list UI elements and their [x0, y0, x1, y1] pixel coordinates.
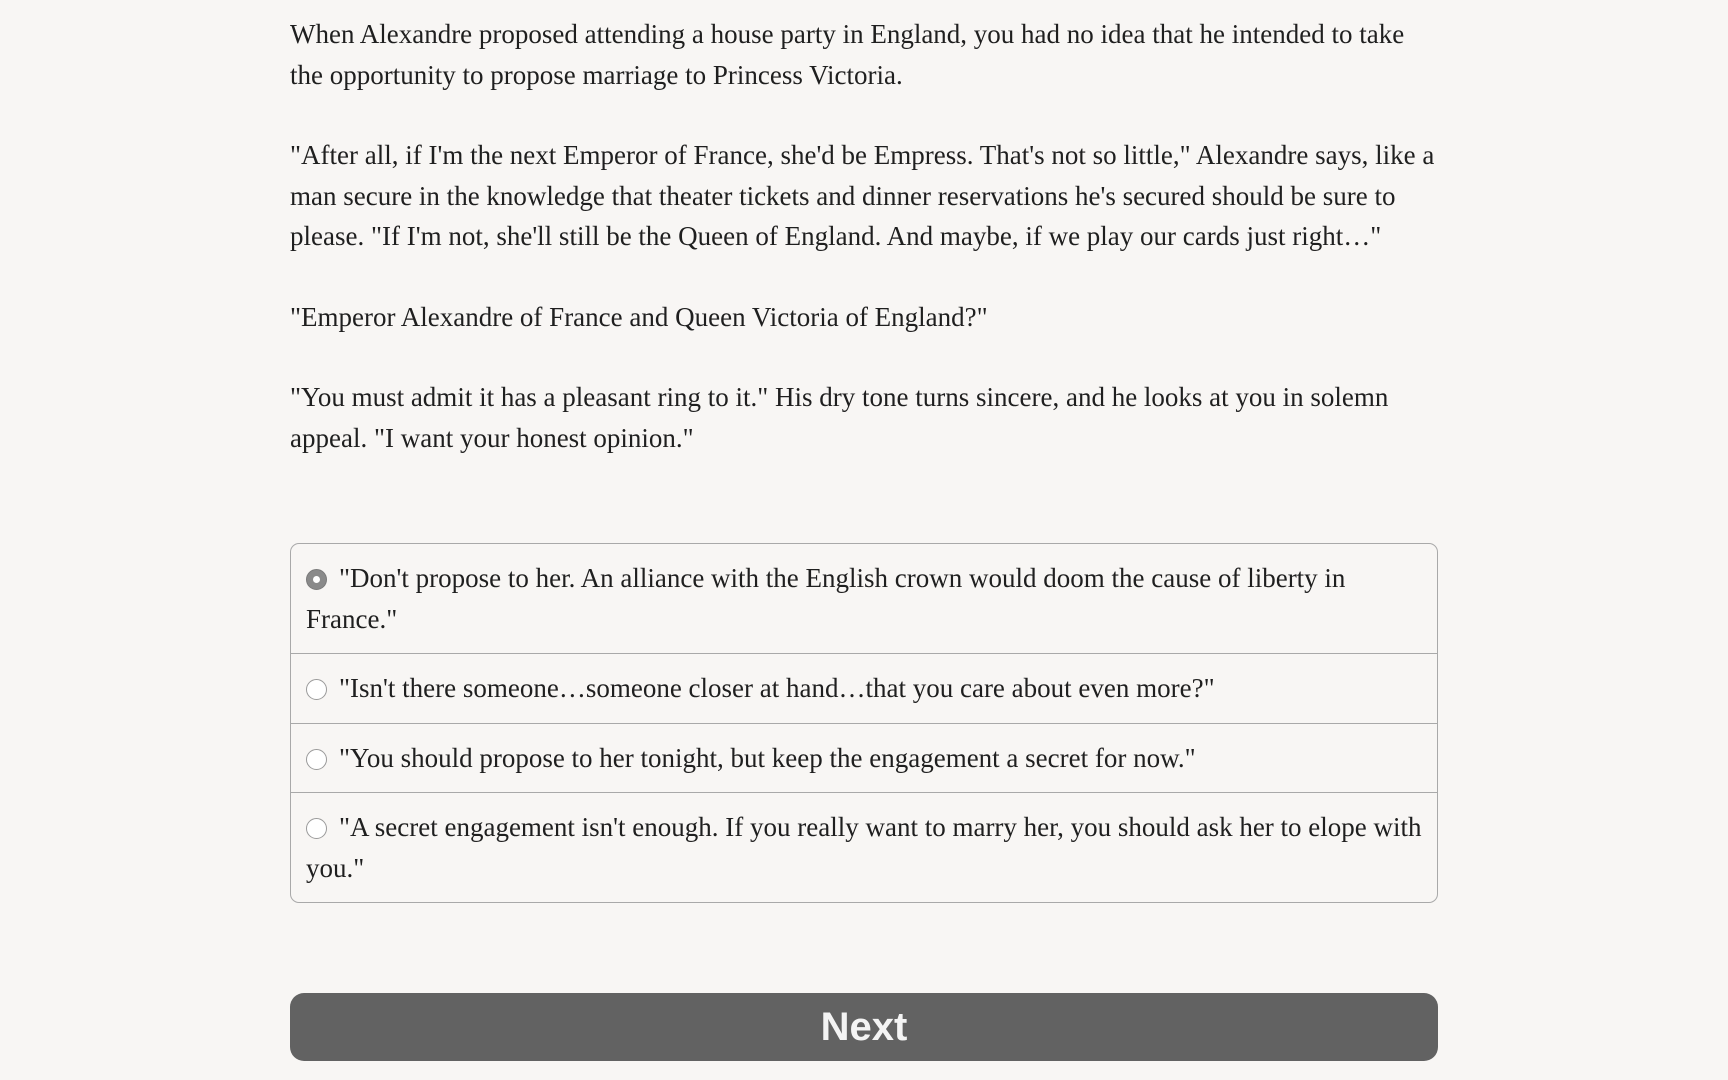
story-paragraph: "Emperor Alexandre of France and Queen Victoria of England?" — [290, 301, 988, 332]
choice-label: "You should propose to her tonight, but keep the engagement a secret for now." — [339, 742, 1196, 773]
radio-button-icon[interactable] — [306, 679, 327, 700]
choice-option-1[interactable] — [291, 544, 1437, 653]
choice-option-3[interactable] — [291, 723, 1437, 793]
choice-label: "Isn't there someone…someone closer at hand…that you care about even more?" — [339, 673, 1215, 703]
radio-button-icon[interactable] — [306, 818, 327, 839]
choice-option-2[interactable] — [291, 653, 1437, 723]
story-paragraph: When Alexandre proposed attending a house party in England, you had no idea that he intended to take the opportunity to propose marriage to Princess Victoria. — [290, 19, 1405, 90]
story-paragraph: "After all, if I'm the next Emperor of France, she'd be Empress. That's not so little," Alexandre says, like a man secure in the knowledge that theater tickets and dinner reservations he's secured should be sure to please. "If I'm not, she'll still be the Queen of England. And maybe, if we play our cards just right…" — [290, 140, 1435, 251]
next-button[interactable]: Next — [290, 993, 1438, 1061]
choice-list — [290, 543, 1438, 903]
story-text — [290, 14, 1442, 498]
story-paragraph: "You must admit it has a pleasant ring to it." His dry tone turns sincere, and he looks at you in solemn appeal. "I want your honest opinion." — [290, 382, 1389, 453]
choice-option-4[interactable] — [291, 792, 1437, 902]
radio-button-icon[interactable] — [306, 569, 327, 590]
radio-button-icon[interactable] — [306, 749, 327, 770]
choice-label: "A secret engagement isn't enough. If you really want to marry her, you should ask her to elope with you." — [306, 812, 1422, 883]
choice-label: "Don't propose to her. An alliance with the English crown would doom the cause of liberty in France." — [306, 563, 1346, 634]
